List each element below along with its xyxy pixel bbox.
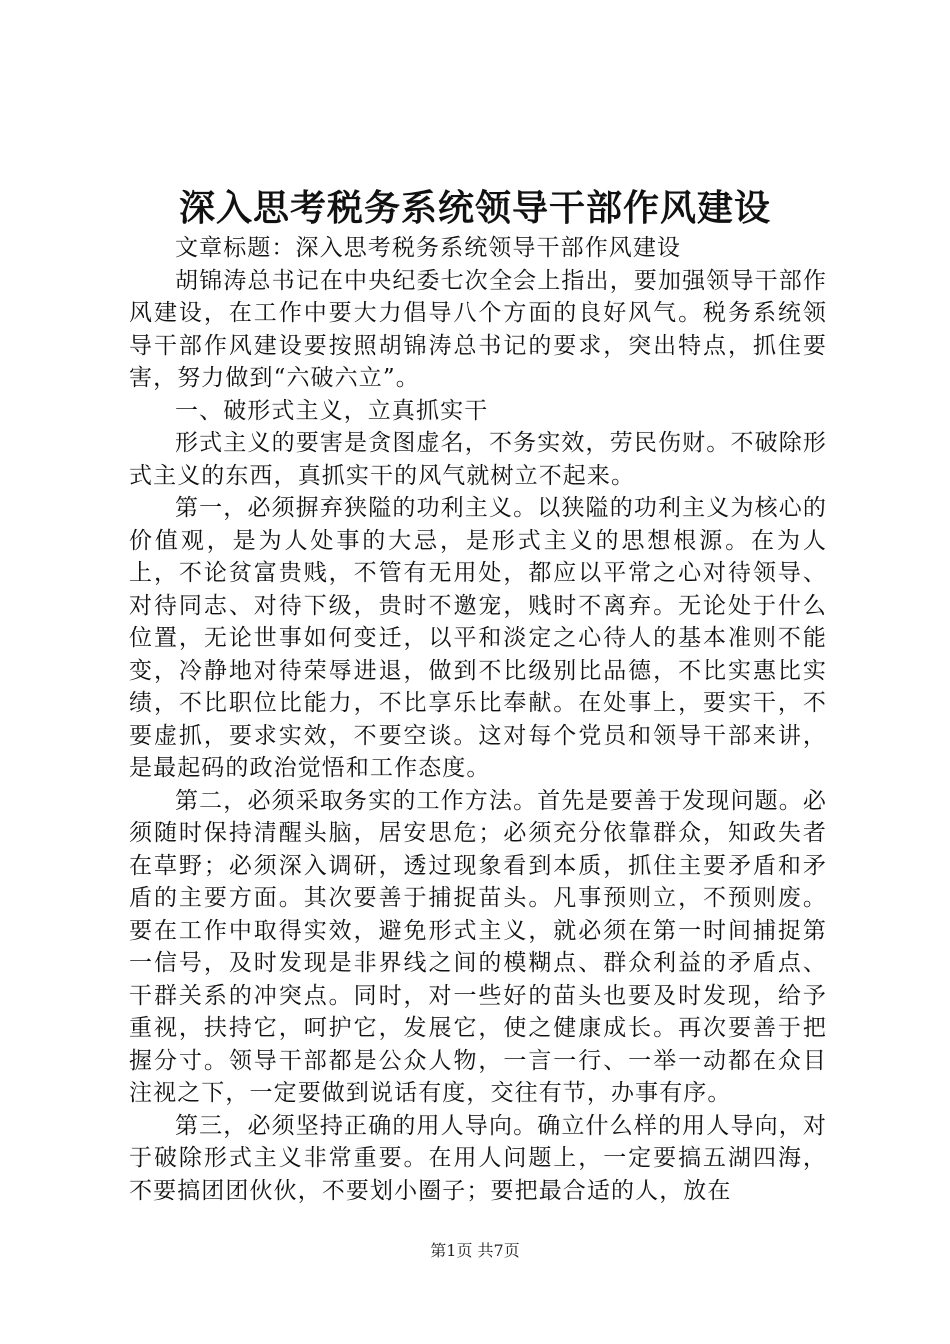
paragraph: 第二，必须采取务实的工作方法。首先是要善于发现问题。必须随时保持清醒头脑，居安思危；必须充分依靠群众，知政失者在草野；必须深入调研，透过现象看到本质，抓住主要矛盾和矛盾的主要方面。其次要善于捕捉苗头。凡事预则立，不预则废。要在工作中取得实效，避免形式主义，就必须在第一时间捕捉第一信号，及时发现是非界线之间的模糊点、群众利益的矛盾点、干群关系的冲突点。同时，对一些好的苗头也要及时发现，给予重视，扶持它，呵护它，发展它，使之健康成长。再次要善于把握分寸。领导干部都是公众人物，一言一行、一举一动都在众目注视之下，一定要做到说话有度，交往有节，办事有序。 bbox=[129, 787, 827, 1106]
page-footer: 第1页 共7页 bbox=[430, 1241, 520, 1260]
paragraph: 形式主义的要害是贪图虚名，不务实效，劳民伤财。不破除形式主义的东西，真抓实干的风气就树立不起来。 bbox=[129, 430, 827, 489]
section-heading-1: 一、破形式主义，立真抓实干 bbox=[175, 397, 489, 424]
article-title-line: 文章标题：深入思考税务系统领导干部作风建设 bbox=[175, 235, 682, 261]
document-title: 深入思考税务系统领导干部作风建设 bbox=[178, 187, 771, 229]
paragraph: 第三，必须坚持正确的用人导向。确立什么样的用人导向，对于破除形式主义非常重要。在用人问题上，一定要搞五湖四海，不要搞团团伙伙，不要划小圈子；要把最合适的人，放在 bbox=[129, 1112, 827, 1204]
paragraph: 第一，必须摒弃狭隘的功利主义。以狭隘的功利主义为核心的价值观，是为人处事的大忌，是形式主义的思想根源。在为人上，不论贫富贵贱，不管有无用处，都应以平常之心对待领导、对待同志、对待下级，贵时不邀宠，贱时不离弃。无论处于什么位置，无论世事如何变迁，以平和淡定之心待人的基本准则不能变，冷静地对待荣辱进退，做到不比级别比品德，不比实惠比实绩，不比职位比能力，不比享乐比奉献。在处事上，要实干，不要虚抓，要求实效，不要空谈。这对每个党员和领导干部来讲，是最起码的政治觉悟和工作态度。 bbox=[129, 495, 827, 781]
document-body bbox=[129, 232, 827, 1207]
intro-paragraph: 胡锦涛总书记在中央纪委七次全会上指出，要加强领导干部作风建设，在工作中要大力倡导八个方面的良好风气。税务系统领导干部作风建设要按照胡锦涛总书记的要求，突出特点，抓住要害，努力做到“六破六立”。 bbox=[129, 267, 827, 391]
